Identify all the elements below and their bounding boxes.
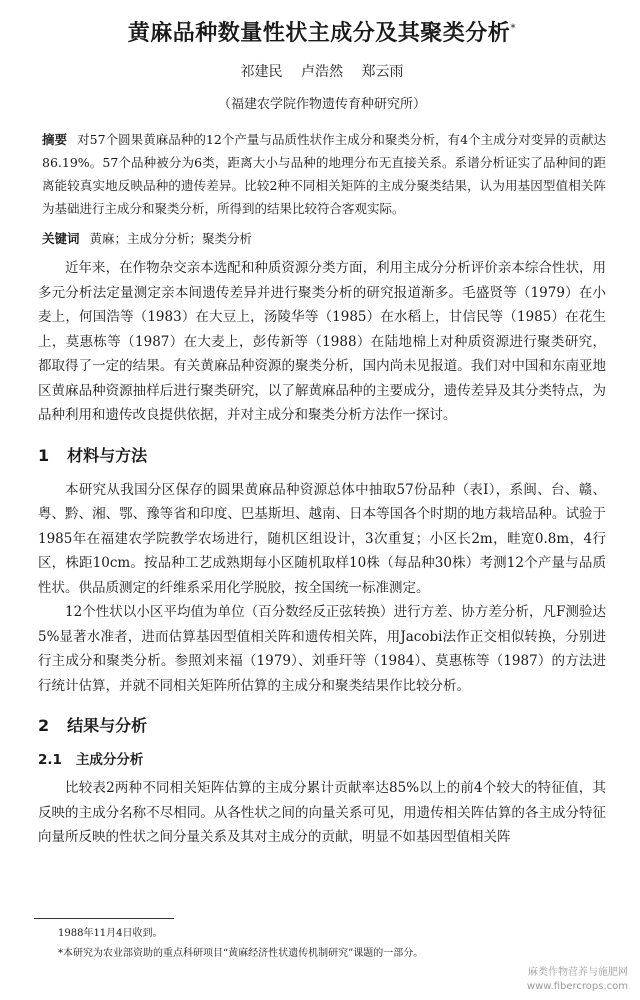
- watermark: [527, 966, 628, 994]
- watermark-line-2: www.fibercrops.com: [526, 981, 628, 992]
- keywords-label: 关键词: [42, 231, 80, 246]
- footnotes: [38, 924, 608, 964]
- section-heading-2: [38, 713, 606, 736]
- authors: 祁建民 卢浩然 郑云雨: [240, 64, 404, 80]
- section-number: 1: [38, 445, 50, 465]
- paper-title: [38, 16, 606, 47]
- section-number: 2: [38, 716, 50, 735]
- methods-paragraph-2: 12个性状以小区平均值为单位（百分数经反正弦转换）进行方差、协方差分析，凡F测验达5%显著水准者，进而估算基因型值相关阵和遗传相关阵，用Jacobi法作正交相似转换，分别进行主成分和聚类分析。参照刘来福（1979）、刘垂玕等（1984）、莫惠栋等（1987）的方法进行统计估算，并就不同相关矩阵所估算的主成分和聚类结果作比较分析。: [38, 604, 606, 694]
- subsection-number: 2.1: [38, 752, 62, 768]
- footnote-funding: *本研究为农业部资助的重点科研项目“黄麻经济性状遗传机制研究”课题的一部分。: [58, 948, 424, 959]
- keywords-text: 黄麻；主成分分析；聚类分析: [89, 231, 253, 246]
- results-paragraph-1: 比较表2两种不同相关矩阵估算的主成分累计贡献率达85%以上的前4个较大的特征值，其反映的主成分名称不尽相同。从各性状之间的向量关系可见，用遗传相关阵估算的各主成分特征向量所反映的性状之间分量关系及其对主成分的贡献，明显不如基因型值相关阵: [38, 780, 606, 845]
- affiliation: （福建农学院作物遗传育种研究所）: [217, 97, 426, 112]
- abstract-text: 对57个圆果黄麻品种的12个产量与品质性状作主成分和聚类分析，有4个主成分对变异的贡献达86.19%。57个品种被分为6类，距离大小与品种的地理分布无直接关系。系谱分析证实了品种间的距离能较真实地反映品种的遗传差异。比较2种不同相关矩阵的主成分聚类结果，认为用基因型值相关阵为基础进行主成分和聚类分析，所得到的结果比较符合客观实际。: [42, 132, 606, 216]
- subsection-title: 主成分分析: [75, 752, 144, 768]
- keywords: [42, 228, 606, 250]
- watermark-line-1: 麻类作物营养与施肥网: [528, 967, 628, 978]
- subsection-heading: [38, 748, 606, 768]
- title-footnote-mark: *: [510, 21, 517, 35]
- section-heading-1: [38, 443, 606, 466]
- paper-title-text: 黄麻品种数量性状主成分及其聚类分析: [127, 21, 511, 46]
- section-title: 材料与方法: [67, 445, 148, 465]
- paper-body: [38, 256, 606, 850]
- section-title: 结果与分析: [67, 716, 148, 735]
- footnote-received: 1988年11月4日收到。: [58, 928, 163, 939]
- intro-paragraph: 近年来，在作物杂交亲本选配和种质资源分类方面，利用主成分分析评价亲本综合性状，用多元分析法定量测定亲本间遗传差异并进行聚类分析的研究报道渐多。毛盛贤等（1979）在小麦上，何国浩等（1983）在大豆上，汤陵华等（1985）在水稻上，甘信民等（1985）在花生上，莫惠栋等（1987）在大麦上，彭传新等（1988）在陆地棉上对种质资源进行聚类研究，都取得了一定的结果。有关黄麻品种资源的聚类分析，国内尚未见报道。我们对中国和东南亚地区黄麻品种资源抽样后进行聚类研究，以了解黄麻品种的主要成分，遗传差异及其分类特点，为品种利用和遗传改良提供依据，并对主成分和聚类分析方法作一探讨。: [38, 260, 606, 423]
- footnote-rule: [34, 918, 174, 919]
- methods-paragraph-1: 本研究从我国分区保存的圆果黄麻品种资源总体中抽取57份品种（表Ⅰ），系闽、台、赣、粤、黔、湘、鄂、豫等省和印度、巴基斯坦、越南、日本等国各个时期的地方栽培品种。试验于1985年在福建农学院教学农场进行，随机区组设计，3次重复；小区长2m，畦宽0.8m，4行区，株距10cm。按品种工艺成熟期每小区随机取样10株（每品种30株）考测12个产量与品质性状。供品质测定的纤维系采用化学脱胶，按全国统一标准测定。: [38, 481, 606, 596]
- abstract-label: 摘要: [42, 132, 68, 147]
- abstract: [42, 128, 606, 220]
